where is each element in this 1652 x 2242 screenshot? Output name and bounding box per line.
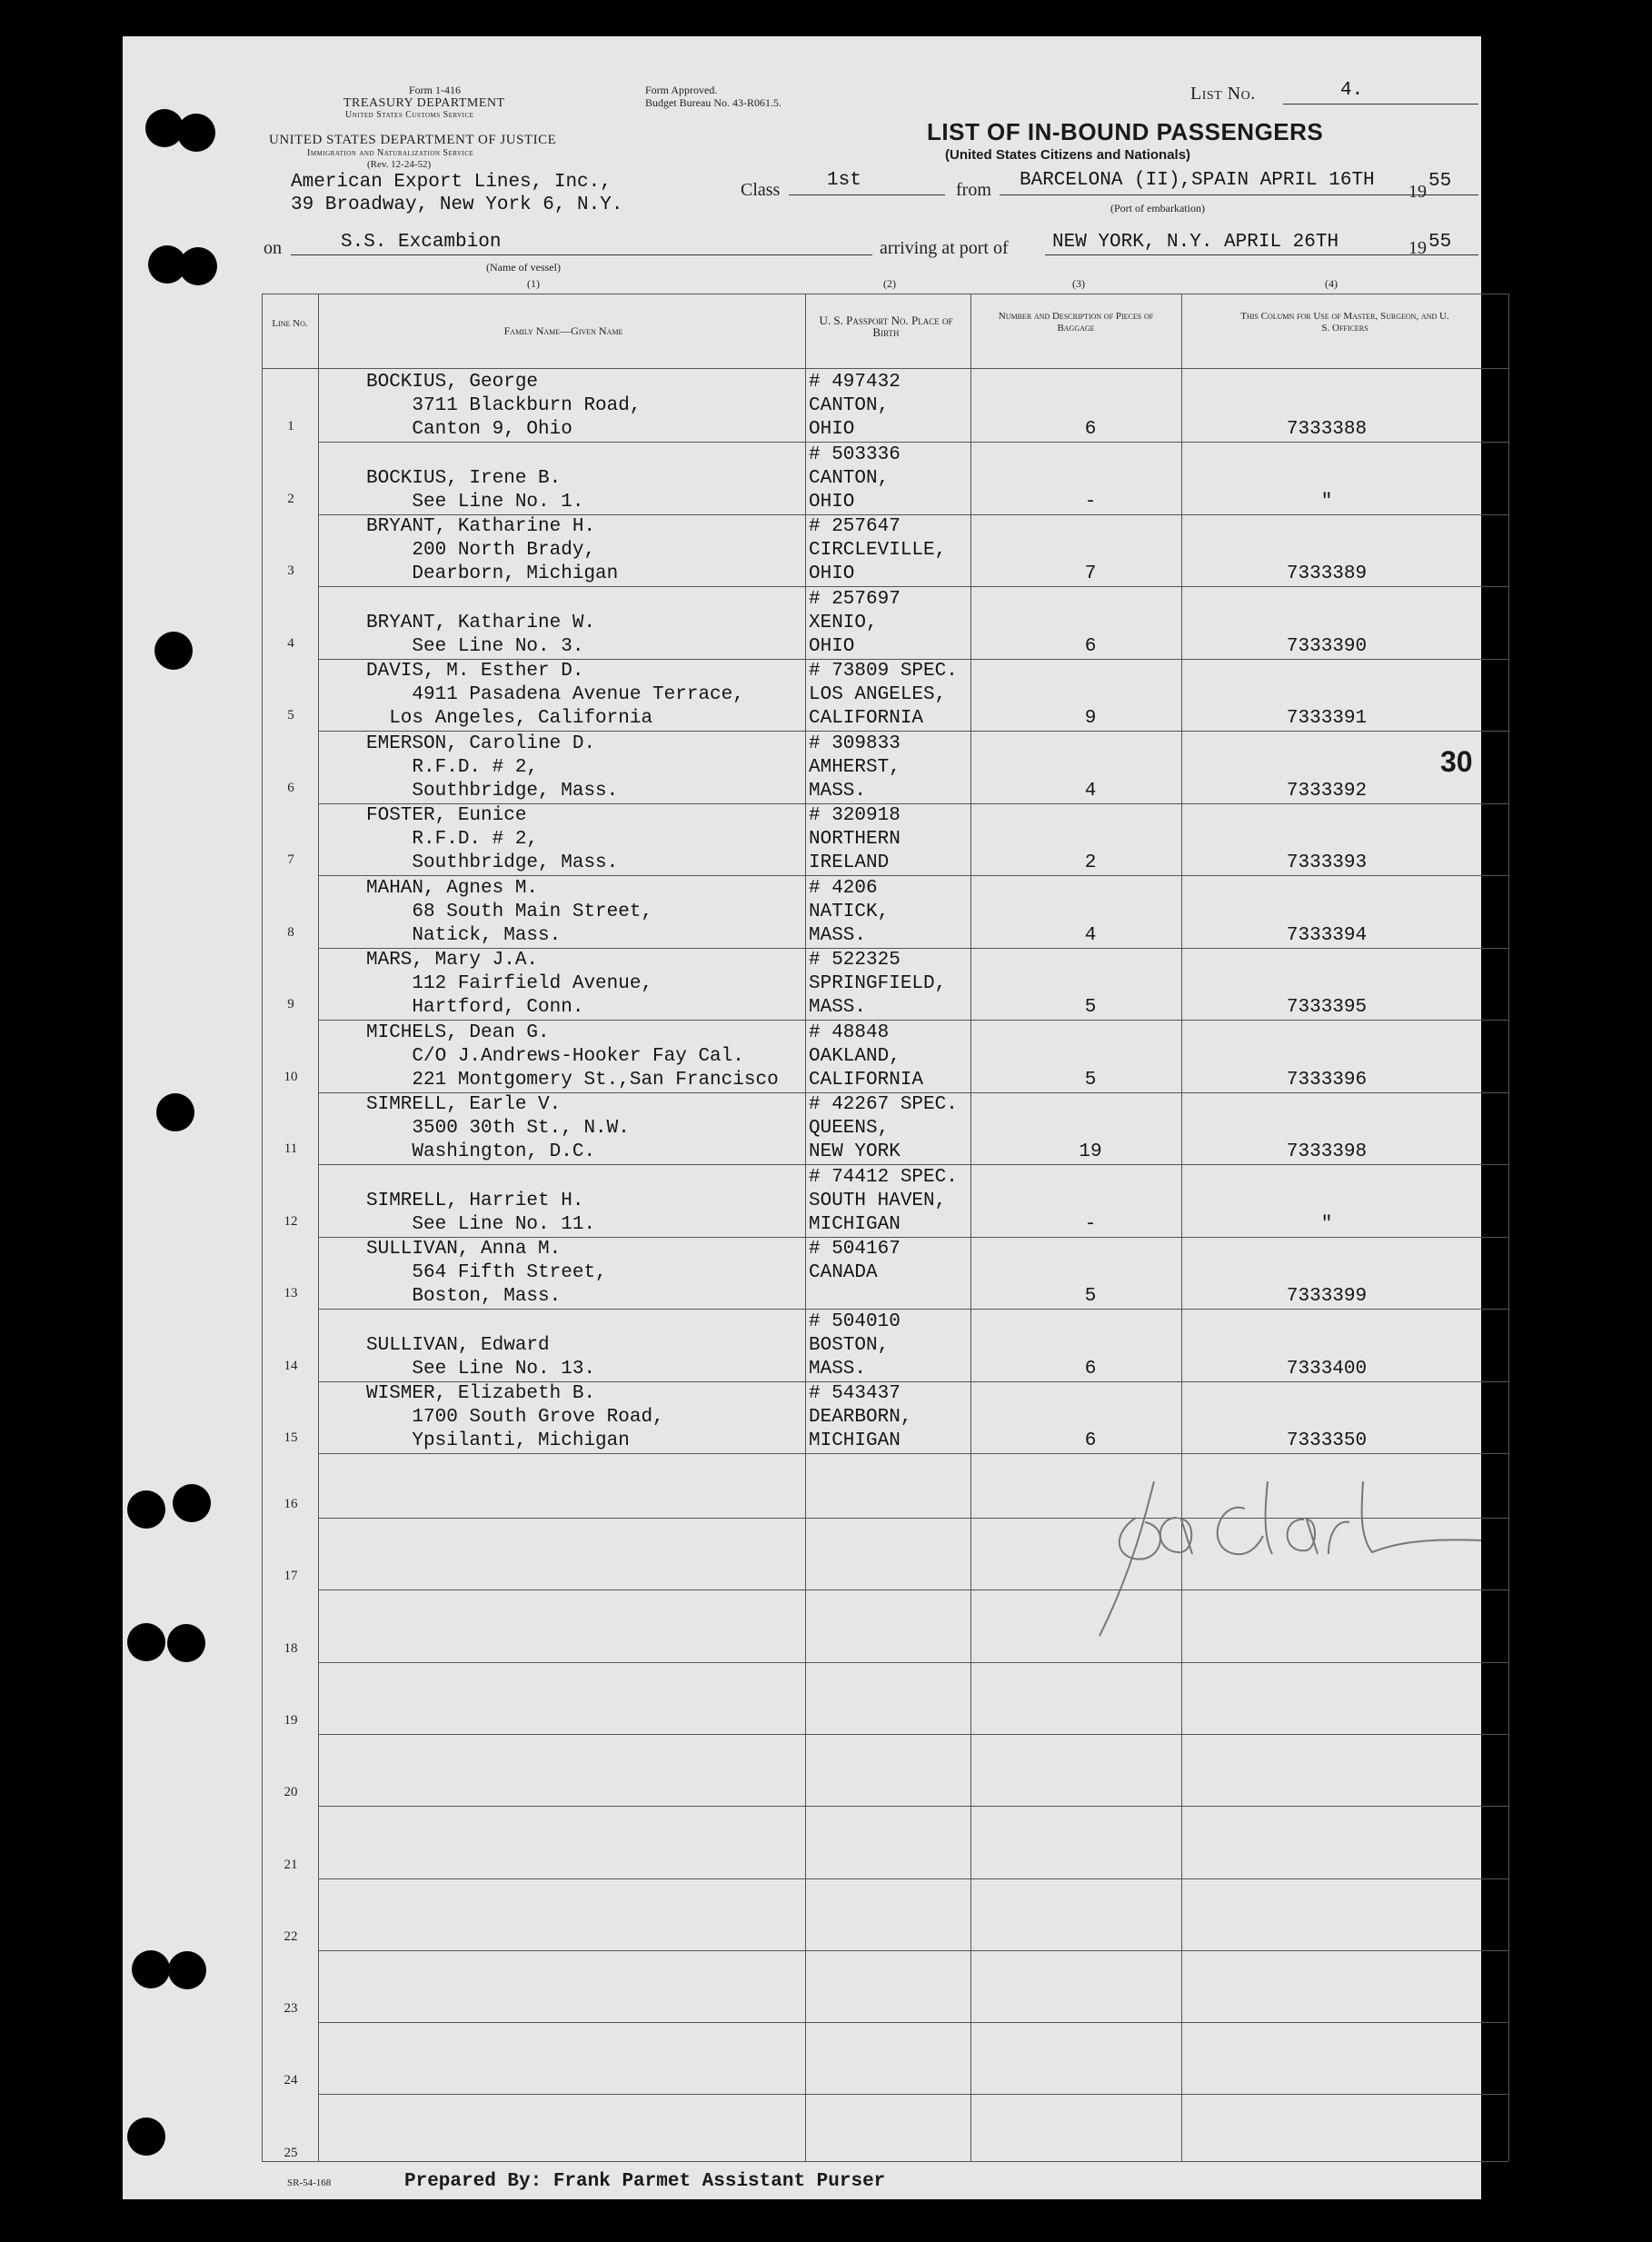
line-number: 11 bbox=[284, 1141, 298, 1156]
from-year-suffix: 55 bbox=[1428, 171, 1452, 192]
officer-number: 7333390 bbox=[1286, 635, 1368, 657]
line-number: 19 bbox=[284, 1712, 298, 1728]
passenger-detail-line: SIMRELL, Harriet H. bbox=[366, 1190, 584, 1211]
baggage-count: 6 bbox=[1084, 419, 1097, 440]
line-number: 22 bbox=[284, 1928, 298, 1944]
birthplace-line: XENIO, bbox=[809, 612, 878, 633]
line-number: 4 bbox=[287, 635, 294, 651]
birthplace-line: CANADA bbox=[809, 1262, 878, 1283]
officer-number: 7333394 bbox=[1286, 924, 1368, 946]
rev-label: (Rev. 12-24-52) bbox=[367, 159, 432, 170]
passenger-detail-line: Los Angeles, California bbox=[366, 708, 653, 729]
col-header-baggage: Number and Description of Pieces of Baggage bbox=[998, 311, 1154, 334]
passenger-detail-line: Southbridge, Mass. bbox=[366, 852, 619, 873]
line-number: 15 bbox=[284, 1430, 298, 1445]
birthplace-line: OAKLAND, bbox=[809, 1045, 901, 1067]
row-divider bbox=[318, 2094, 1508, 2095]
birthplace-line: AMHERST, bbox=[809, 756, 901, 778]
page-subtitle: (United States Citizens and Nationals) bbox=[945, 147, 1191, 163]
passenger-detail-line: R.F.D. # 2, bbox=[366, 756, 539, 778]
passport-number: # 503336 bbox=[809, 443, 901, 465]
row-divider bbox=[318, 442, 1508, 443]
passenger-detail-line: Canton 9, Ohio bbox=[366, 419, 572, 440]
passenger-name-line: DAVIS, M. Esther D. bbox=[366, 661, 584, 682]
row-divider bbox=[318, 1950, 1508, 1951]
col-header-line: Line No. bbox=[272, 318, 308, 329]
line-number: 24 bbox=[284, 2073, 298, 2088]
list-no-label: List No. bbox=[1190, 84, 1256, 104]
birthplace-line: OHIO bbox=[809, 491, 855, 513]
birthplace-line: CIRCLEVILLE, bbox=[809, 540, 947, 561]
treasury-label: TREASURY DEPARTMENT bbox=[343, 96, 505, 110]
punch-hole bbox=[156, 1093, 194, 1131]
punch-hole bbox=[167, 1624, 205, 1662]
baggage-count: 4 bbox=[1084, 780, 1097, 802]
punch-hole bbox=[168, 1951, 206, 1989]
birthplace-line: MASS. bbox=[809, 1358, 867, 1380]
punch-hole bbox=[177, 114, 215, 152]
officer-number: " bbox=[1320, 1213, 1333, 1235]
punch-hole bbox=[179, 247, 217, 285]
officer-number: 7333399 bbox=[1286, 1286, 1368, 1307]
punch-hole bbox=[154, 632, 193, 670]
officer-number: 7333396 bbox=[1286, 1069, 1368, 1091]
passenger-detail-line: 112 Fairfield Avenue, bbox=[366, 973, 653, 994]
class-value: 1st bbox=[827, 170, 861, 191]
company-address: 39 Broadway, New York 6, N.Y. bbox=[291, 194, 623, 215]
row-divider bbox=[318, 2022, 1508, 2023]
ins-label: Immigration and Naturalization Service bbox=[307, 148, 474, 158]
baggage-count: - bbox=[1084, 491, 1097, 513]
baggage-count: 19 bbox=[1079, 1141, 1102, 1162]
officer-number: 7333388 bbox=[1286, 419, 1368, 440]
line-number: 7 bbox=[287, 852, 294, 867]
passport-number: # 257647 bbox=[809, 516, 901, 537]
from-label: from bbox=[956, 180, 991, 200]
passenger-detail-line: 4911 Pasadena Avenue Terrace, bbox=[366, 684, 744, 705]
birthplace-line: QUEENS, bbox=[809, 1118, 890, 1139]
passenger-detail-line: 68 South Main Street, bbox=[366, 901, 653, 922]
line-number: 14 bbox=[284, 1358, 298, 1373]
birthplace-line: LOS ANGELES, bbox=[809, 684, 947, 705]
officer-number: 7333350 bbox=[1286, 1430, 1368, 1451]
passport-number: # 74412 SPEC. bbox=[809, 1166, 958, 1188]
passenger-detail-line: Boston, Mass. bbox=[366, 1286, 562, 1307]
company-name: American Export Lines, Inc., bbox=[291, 172, 612, 193]
passenger-name-line: MAHAN, Agnes M. bbox=[366, 877, 539, 899]
birthplace-line: OHIO bbox=[809, 563, 855, 584]
col-header-name: Family Name—Given Name bbox=[503, 324, 623, 337]
line-number: 3 bbox=[287, 563, 294, 578]
arrival-year-suffix: 55 bbox=[1428, 232, 1452, 253]
punch-hole bbox=[132, 1950, 170, 1988]
page-title: LIST OF IN-BOUND PASSENGERS bbox=[927, 118, 1324, 145]
line-number: 5 bbox=[287, 708, 294, 722]
birthplace-line: MASS. bbox=[809, 997, 867, 1018]
passport-number: # 4206 bbox=[809, 877, 878, 899]
line-number: 23 bbox=[284, 2001, 298, 2017]
officer-number: 7333392 bbox=[1286, 780, 1368, 802]
passenger-name-line: FOSTER, Eunice bbox=[366, 805, 527, 826]
officer-number: 7333389 bbox=[1286, 563, 1368, 584]
baggage-count: 6 bbox=[1084, 1430, 1097, 1451]
line-number: 17 bbox=[284, 1569, 298, 1584]
passenger-detail-line: 200 North Brady, bbox=[366, 540, 596, 561]
birthplace-line: CALIFORNIA bbox=[809, 1069, 924, 1091]
passenger-name-line: BRYANT, Katharine H. bbox=[366, 516, 596, 537]
passenger-detail-line: 3711 Blackburn Road, bbox=[366, 395, 642, 416]
row-divider bbox=[318, 1878, 1508, 1879]
birthplace-line: NORTHERN bbox=[809, 829, 901, 850]
birthplace-line: NEW YORK bbox=[809, 1141, 901, 1162]
passenger-detail-line: See Line No. 3. bbox=[366, 635, 584, 657]
baggage-count: - bbox=[1084, 1213, 1097, 1235]
baggage-count: 7 bbox=[1084, 563, 1097, 584]
line-number: 25 bbox=[284, 2145, 298, 2160]
birthplace-line: BOSTON, bbox=[809, 1334, 890, 1356]
passenger-name-line: SIMRELL, Earle V. bbox=[366, 1094, 562, 1115]
form-approved: Form Approved. bbox=[645, 84, 718, 96]
passport-number: # 497432 bbox=[809, 372, 901, 393]
birthplace-line: SPRINGFIELD, bbox=[809, 973, 947, 994]
passenger-detail-line: Southbridge, Mass. bbox=[366, 780, 619, 802]
officer-number: 7333400 bbox=[1286, 1358, 1368, 1380]
passenger-name-line: MICHELS, Dean G. bbox=[366, 1021, 550, 1043]
passenger-detail-line: 221 Montgomery St.,San Francisco bbox=[366, 1069, 779, 1091]
baggage-count: 5 bbox=[1084, 997, 1097, 1018]
line-number: 10 bbox=[284, 1069, 298, 1084]
on-label: on bbox=[264, 238, 282, 258]
passenger-detail-line: SULLIVAN, Edward bbox=[366, 1334, 550, 1356]
birthplace-line: OHIO bbox=[809, 419, 855, 440]
passenger-detail-line: 3500 30th St., N.W. bbox=[366, 1118, 630, 1139]
passenger-detail-line: See Line No. 1. bbox=[366, 491, 584, 513]
punch-hole bbox=[127, 1490, 165, 1529]
baggage-count: 9 bbox=[1084, 708, 1097, 729]
birthplace-line: OHIO bbox=[809, 635, 855, 657]
passenger-detail-line: R.F.D. # 2, bbox=[366, 829, 539, 850]
line-number: 13 bbox=[284, 1286, 298, 1300]
punch-hole bbox=[173, 1484, 211, 1522]
vessel-caption: (Name of vessel) bbox=[486, 261, 561, 274]
passenger-name-line: BOCKIUS, George bbox=[366, 372, 539, 393]
col-header-passport: U. S. Passport No. Place of Birth bbox=[819, 314, 953, 339]
budget-bureau: Budget Bureau No. 43-R061.5. bbox=[645, 96, 781, 109]
birthplace-line: MICHIGAN bbox=[809, 1213, 901, 1235]
birthplace-line: MASS. bbox=[809, 780, 867, 802]
passenger-name-line: SULLIVAN, Anna M. bbox=[366, 1239, 562, 1260]
birthplace-line: NATICK, bbox=[809, 901, 890, 922]
passport-number: # 522325 bbox=[809, 950, 901, 971]
birthplace-line: DEARBORN, bbox=[809, 1407, 912, 1428]
col-number-2: (2) bbox=[883, 277, 896, 290]
birthplace-line: CALIFORNIA bbox=[809, 708, 924, 729]
justice-label: UNITED STATES DEPARTMENT OF JUSTICE bbox=[269, 133, 557, 147]
line-number: 16 bbox=[284, 1497, 298, 1511]
class-label: Class bbox=[741, 180, 781, 200]
passenger-detail-line: BOCKIUS, Irene B. bbox=[366, 467, 562, 489]
vessel-name: S.S. Excambion bbox=[341, 232, 502, 253]
officer-signature bbox=[1090, 1463, 1490, 1645]
col-number-1: (1) bbox=[527, 277, 540, 290]
row-divider bbox=[318, 1309, 1508, 1310]
passenger-detail-line: 1700 South Grove Road, bbox=[366, 1407, 664, 1428]
manifest-page bbox=[123, 36, 1481, 2199]
prepared-by: Prepared By: Frank Parmet Assistant Purser bbox=[404, 2171, 886, 2192]
passenger-name-line: MARS, Mary J.A. bbox=[366, 950, 539, 971]
col-number-3: (3) bbox=[1072, 277, 1085, 290]
officer-number: 7333393 bbox=[1286, 852, 1368, 873]
baggage-count: 6 bbox=[1084, 1358, 1097, 1380]
passport-number: # 504010 bbox=[809, 1310, 901, 1332]
passenger-detail-line: Ypsilanti, Michigan bbox=[366, 1430, 630, 1451]
port-embark-caption: (Port of embarkation) bbox=[1110, 202, 1205, 214]
officer-number: " bbox=[1320, 491, 1333, 513]
passenger-detail-line: Natick, Mass. bbox=[366, 924, 562, 946]
passenger-detail-line: See Line No. 13. bbox=[366, 1358, 596, 1380]
baggage-count: 5 bbox=[1084, 1069, 1097, 1091]
punch-hole bbox=[127, 1623, 165, 1661]
passport-number: # 320918 bbox=[809, 805, 901, 826]
birthplace-line: IRELAND bbox=[809, 852, 890, 873]
from-year-prefix: 19 bbox=[1408, 182, 1427, 202]
arriving-label: arriving at port of bbox=[880, 238, 1009, 258]
row-divider bbox=[318, 1662, 1508, 1663]
page-number: 30 bbox=[1440, 745, 1473, 778]
baggage-count: 4 bbox=[1084, 924, 1097, 946]
birthplace-line: SOUTH HAVEN, bbox=[809, 1190, 947, 1211]
passenger-detail-line: C/O J.Andrews-Hooker Fay Cal. bbox=[366, 1045, 744, 1067]
line-number: 6 bbox=[287, 780, 294, 795]
row-divider bbox=[318, 1734, 1508, 1735]
col-number-4: (4) bbox=[1325, 277, 1338, 290]
arrival-year-prefix: 19 bbox=[1408, 238, 1427, 258]
arrival-value: NEW YORK, N.Y. APRIL 26TH bbox=[1052, 232, 1339, 253]
baggage-count: 2 bbox=[1084, 852, 1097, 873]
passport-number: # 504167 bbox=[809, 1239, 901, 1260]
passenger-detail-line: 564 Fifth Street, bbox=[366, 1262, 607, 1283]
baggage-count: 5 bbox=[1084, 1286, 1097, 1307]
officer-number: 7333391 bbox=[1286, 708, 1368, 729]
list-no-value: 4. bbox=[1340, 80, 1364, 101]
row-divider bbox=[318, 1453, 1508, 1454]
row-divider bbox=[318, 1806, 1508, 1807]
officer-number: 7333398 bbox=[1286, 1141, 1368, 1162]
customs-label: United States Customs Service bbox=[345, 110, 474, 120]
passenger-detail-line: Hartford, Conn. bbox=[366, 997, 584, 1018]
line-number: 1 bbox=[287, 419, 294, 433]
passport-number: # 543437 bbox=[809, 1383, 901, 1404]
line-number: 20 bbox=[284, 1785, 298, 1800]
officer-number: 7333395 bbox=[1286, 997, 1368, 1018]
line-number: 12 bbox=[284, 1213, 298, 1229]
passenger-name-line: EMERSON, Caroline D. bbox=[366, 732, 596, 754]
line-number: 2 bbox=[287, 491, 294, 506]
birthplace-line: CANTON, bbox=[809, 395, 890, 416]
passport-number: # 42267 SPEC. bbox=[809, 1094, 958, 1115]
passenger-name-line: WISMER, Elizabeth B. bbox=[366, 1383, 596, 1404]
passport-number: # 257697 bbox=[809, 588, 901, 610]
baggage-count: 6 bbox=[1084, 635, 1097, 657]
passenger-detail-line: Dearborn, Michigan bbox=[366, 563, 619, 584]
passport-number: # 309833 bbox=[809, 732, 901, 754]
punch-hole bbox=[127, 2117, 165, 2156]
birthplace-line: MICHIGAN bbox=[809, 1430, 901, 1451]
line-number: 9 bbox=[287, 997, 294, 1011]
birthplace-line: CANTON, bbox=[809, 467, 890, 489]
passenger-detail-line: BRYANT, Katharine W. bbox=[366, 612, 596, 633]
form-number: Form 1-416 bbox=[409, 84, 461, 96]
line-number: 18 bbox=[284, 1640, 298, 1656]
from-value: BARCELONA (II),SPAIN APRIL 16TH bbox=[1020, 170, 1375, 191]
form-code: SR-54-168 bbox=[287, 2177, 332, 2188]
row-divider bbox=[318, 586, 1508, 587]
passenger-detail-line: See Line No. 11. bbox=[366, 1213, 596, 1235]
passport-number: # 48848 bbox=[809, 1021, 890, 1043]
line-number: 21 bbox=[284, 1857, 298, 1872]
passport-number: # 73809 SPEC. bbox=[809, 661, 958, 682]
col-header-officers: This Column for Use of Master, Surgeon, and U. S. Officers bbox=[1240, 311, 1449, 334]
passenger-detail-line: Washington, D.C. bbox=[366, 1141, 596, 1162]
line-number: 8 bbox=[287, 924, 294, 940]
birthplace-line: MASS. bbox=[809, 924, 867, 946]
